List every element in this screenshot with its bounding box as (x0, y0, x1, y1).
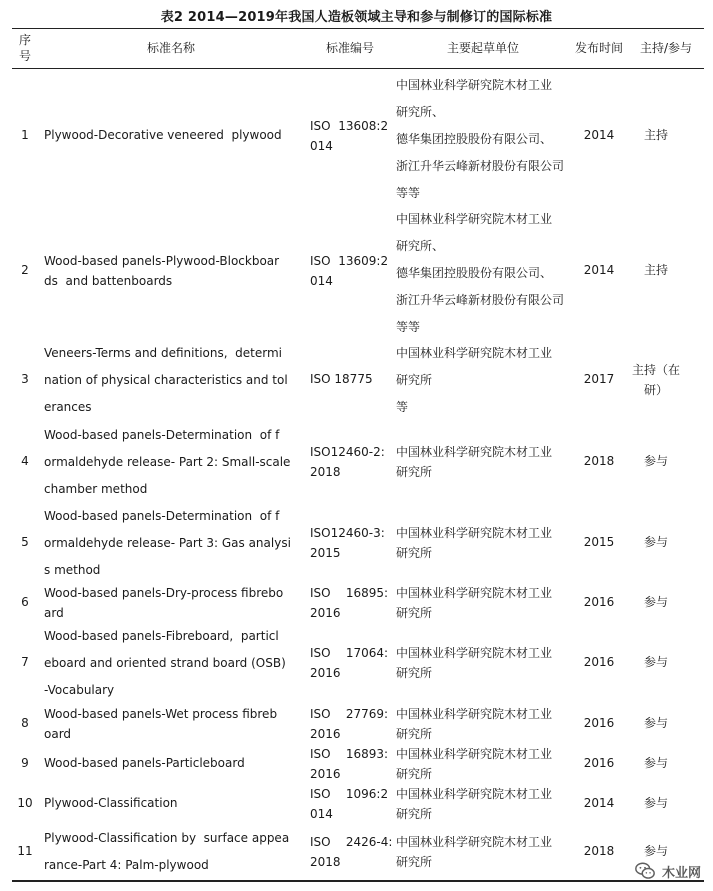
watermark-text: 木业网 (661, 865, 701, 881)
cell-role: 参与 (643, 716, 668, 730)
cell-seq: 1 (21, 128, 29, 142)
cell-role: 参与 (643, 535, 668, 549)
cell-seq: 9 (21, 756, 29, 770)
cell-name: Wood-based panels-Plywood-Blockboar ds and battenboards (44, 254, 280, 288)
cell-unit: 中国林业科学研究院木材工业 研究所 等 (396, 346, 553, 414)
cell-name: Wood-based panels-Determination of f ormaldehyde release- Part 3: Gas analysi s method (44, 509, 291, 577)
cell-year: 2018 (583, 454, 615, 468)
cell-role: 参与 (643, 454, 668, 468)
cell-code: ISO 18775 (310, 372, 373, 386)
cell-year: 2014 (583, 128, 615, 142)
cell-code: ISO 1096:2 014 (310, 787, 389, 821)
cell-code: ISO 17064: 2016 (310, 646, 389, 680)
cell-seq: 11 (17, 844, 33, 858)
cell-code: ISO 13608:2 014 (310, 119, 389, 153)
cell-seq: 10 (17, 796, 33, 810)
cell-name: Plywood-Classification by surface appea rance-Part 4: Palm-plywood (44, 831, 290, 872)
cell-unit: 中国林业科学研究院木材工业 研究所 (396, 707, 553, 741)
cell-seq: 5 (21, 535, 29, 549)
cell-code: ISO12460-2: 2018 (310, 445, 385, 479)
cell-unit: 中国林业科学研究院木材工业 研究所 (396, 526, 553, 560)
cell-year: 2016 (583, 716, 615, 730)
cell-seq: 2 (21, 263, 29, 277)
table-caption: 表2 2014—2019年我国人造板领域主导和参与制修订的国际标准 (160, 10, 553, 25)
header-code: 标准编号 (325, 41, 374, 55)
header-seq-line1: 序 (18, 33, 31, 47)
cell-name: Wood-based panels-Fibreboard, particl eboard and oriented strand board (OSB) -Vocabulary (44, 629, 286, 697)
cell-seq: 7 (21, 655, 29, 669)
cell-seq: 8 (21, 716, 29, 730)
cell-unit: 中国林业科学研究院木材工业 研究所、 德华集团控股股份有限公司、 浙江升华云峰新材股份有限公司 等等 (396, 212, 565, 334)
cell-unit: 中国林业科学研究院木材工业 研究所 (396, 787, 553, 821)
cell-unit: 中国林业科学研究院木材工业 研究所 (396, 835, 553, 869)
header-role: 主持/参与 (639, 41, 693, 55)
cell-role: 参与 (643, 796, 668, 810)
header-year: 发布时间 (574, 41, 623, 55)
cell-unit: 中国林业科学研究院木材工业 研究所 (396, 445, 553, 479)
cell-year: 2017 (583, 372, 615, 386)
cell-unit: 中国林业科学研究院木材工业 研究所 (396, 586, 553, 620)
cell-unit: 中国林业科学研究院木材工业 研究所 (396, 747, 553, 781)
wechat-icon (634, 860, 656, 882)
cell-name: Veneers-Terms and definitions, determi nation of physical characteristics and tol erances (44, 346, 288, 414)
watermark (601, 857, 701, 885)
cell-year: 2014 (583, 263, 615, 277)
cell-code: ISO 27769: 2016 (310, 707, 389, 741)
cell-year: 2014 (583, 796, 615, 810)
cell-role: 参与 (643, 844, 668, 858)
cell-name: Wood-based panels-Wet process fibreb oard (44, 707, 278, 741)
cell-seq: 6 (21, 595, 29, 609)
cell-unit: 中国林业科学研究院木材工业 研究所 (396, 646, 553, 680)
cell-year: 2016 (583, 655, 615, 669)
header-seq-line2: 号 (18, 49, 31, 63)
cell-name: Wood-based panels-Determination of f ormaldehyde release- Part 2: Small-scale chamber method (44, 428, 291, 496)
cell-code: ISO 13609:2 014 (310, 254, 389, 288)
top-rule (12, 28, 704, 29)
cell-role: 参与 (643, 595, 668, 609)
cell-code: ISO12460-3: 2015 (310, 526, 385, 560)
cell-year: 2015 (583, 535, 615, 549)
cell-name: Wood-based panels-Dry-process fibrebo ard (44, 586, 284, 620)
cell-role: 主持 (643, 128, 668, 142)
cell-name: Plywood-Decorative veneered plywood (44, 128, 282, 142)
header-rule (12, 68, 704, 69)
header-unit: 主要起草单位 (446, 41, 519, 55)
cell-code: ISO 16895: 2016 (310, 586, 389, 620)
cell-unit: 中国林业科学研究院木材工业 研究所、 德华集团控股股份有限公司、 浙江升华云峰新材股份有限公司 等等 (396, 78, 565, 200)
cell-code: ISO 16893: 2016 (310, 747, 389, 781)
header-name: 标准名称 (146, 41, 195, 55)
cell-role: 参与 (643, 756, 668, 770)
cell-year: 2016 (583, 756, 615, 770)
cell-year: 2016 (583, 595, 615, 609)
cell-year: 2018 (583, 844, 615, 858)
cell-seq: 4 (21, 454, 29, 468)
header-seq (14, 32, 36, 64)
cell-code: ISO 2426-4: 2018 (310, 835, 393, 869)
cell-role: 主持 (643, 263, 668, 277)
cell-role: 主持（在 研） (631, 363, 680, 397)
cell-seq: 3 (21, 372, 29, 386)
cell-name: Wood-based panels-Particleboard (44, 756, 245, 770)
cell-name: Plywood-Classification (44, 796, 178, 810)
cell-role: 参与 (643, 655, 668, 669)
